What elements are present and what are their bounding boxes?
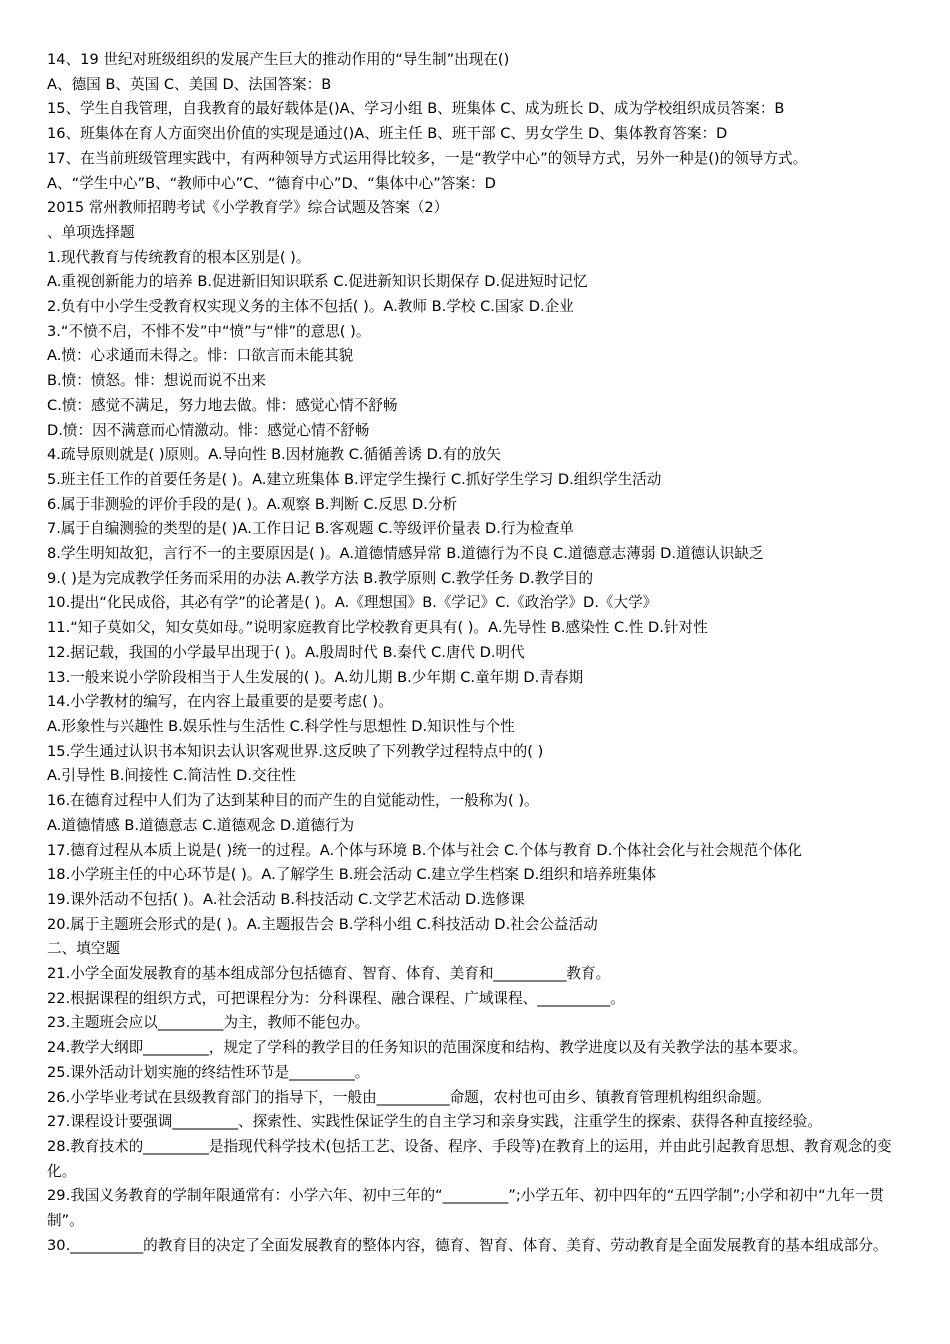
question-line: 9.( )是为完成教学任务而采用的办法 A.教学方法 B.教学原则 C.教学任务 D.教学目的	[47, 569, 594, 587]
section-heading: 二、填空题	[47, 940, 120, 958]
text-line: 16、班集体在育人方面突出价值的实现是通过()A、班主任 B、班干部 C、男女学生 D、集体教育答案：D	[47, 125, 728, 143]
question-line: 4.疏导原则就是( )原则。A.导向性 B.因材施教 C.循循善诱 D.有的放矢	[47, 446, 501, 464]
question-line: 17.德育过程从本质上说是( )统一的过程。A.个体与环境 B.个体与社会 C.个体与教育 D.个体社会化与社会规范个体化	[47, 841, 803, 859]
question-line: 8.学生明知故犯，言行不一的主要原因是( )。A.道德情感异常 B.道德行为不良 C.道德意志薄弱 D.道德认识缺乏	[47, 545, 764, 563]
option-line: C.愤：感觉不满足，努力地去做。悱：感觉心情不舒畅	[47, 396, 398, 414]
question-line: 15.学生通过认识书本知识去认识客观世界.这反映了下列教学过程特点中的( )	[47, 742, 544, 760]
option-line: A.愤：心求通而未得之。悱：口欲言而未能其貌	[47, 347, 354, 365]
question-line: 27.课程设计要强调_________、探索性、实践性保证学生的自主学习和亲身实践，注重学生的探索、获得各种直接经验。	[47, 1113, 822, 1131]
question-line: 28.教育技术的_________是指现代科学技术(包括工艺、设备、程序、手段等)在教育上的运用，并由此引起教育思想、教育观念的变化。	[47, 1137, 892, 1180]
text-line: 14、19 世纪对班级组织的发展产生巨大的推动作用的“导生制”出现在()	[47, 51, 510, 68]
question-line: 16.在德育过程中人们为了达到某种目的而产生的自觉能动性，一般称为( )。	[47, 792, 539, 810]
option-line: A.形象性与兴趣性 B.娱乐性与生活性 C.科学性与思想性 D.知识性与个性	[47, 717, 515, 735]
question-line: 11.“知子莫如父，知女莫如母。”说明家庭教育比学校教育更具有( )。A.先导性 B.感染性 C.性 D.针对性	[47, 619, 708, 637]
question-line: 10.提出“化民成俗，其必有学”的论著是( )。A.《理想国》B.《学记》C.《政治学》D.《大学》	[47, 594, 658, 612]
question-line: 22.根据课程的组织方式，可把课程分为：分科课程、融合课程、广域课程、__________。	[47, 989, 625, 1007]
question-line: 3.“不愤不启，不悱不发”中“愤”与“悱”的意思( )。	[47, 322, 371, 340]
text-line: 17、在当前班级管理实践中，有两种领导方式运用得比较多，一是“教学中心”的领导方式，另外一种是()的领导方式。	[47, 149, 808, 167]
document-page	[47, 48, 917, 1258]
question-line: 21.小学全面发展教育的基本组成部分包括德育、智育、体育、美育和__________教育。	[47, 965, 611, 983]
question-line: 14.小学教材的编写，在内容上最重要的是要考虑( )。	[47, 693, 393, 711]
option-line: A.重视创新能力的培养 B.促进新旧知识联系 C.促进新知识长期保存 D.促进短时记忆	[47, 273, 588, 291]
question-line: 20.属于主题班会形式的是( )。A.主题报告会 B.学科小组 C.科技活动 D.社会公益活动	[47, 915, 598, 933]
question-line: 26.小学毕业考试在县级教育部门的指导下，一般由__________命题，农村也可由乡、镇教育管理机构组织命题。	[47, 1088, 771, 1106]
question-line: 7.属于自编测验的类型的是( )A.工作日记 B.客观题 C.等级评价量表 D.行为检查单	[47, 520, 574, 538]
option-line: B.愤：愤怒。悱：想说而说不出来	[47, 372, 266, 390]
section-heading: 、单项选择题	[47, 223, 135, 241]
question-line: 30.__________的教育目的决定了全面发展教育的整体内容，德育、智育、体育、美育、劳动教育是全面发展教育的基本组成部分。	[47, 1236, 888, 1254]
question-line: 18.小学班主任的中心环节是( )。A.了解学生 B.班会活动 C.建立学生档案 D.组织和培养班集体	[47, 866, 657, 884]
option-line: D.愤：因不满意而心情激动。悱：感觉心情不舒畅	[47, 421, 370, 439]
question-line: 29.我国义务教育的学制年限通常有：小学六年、初中三年的“_________”;小学五年、初中四年的“五四学制”;小学和初中“九年一贯制”。	[47, 1187, 885, 1230]
text-line: A、德国 B、英国 C、美国 D、法国答案：B	[47, 75, 332, 93]
option-line: A.引导性 B.间接性 C.简洁性 D.交往性	[47, 767, 296, 785]
section-title: 2015 常州教师招聘考试《小学教育学》综合试题及答案（2）	[47, 199, 449, 217]
question-line: 6.属于非测验的评价手段的是( )。A.观察 B.判断 C.反思 D.分析	[47, 495, 458, 513]
question-line: 19.课外活动不包括( )。A.社会活动 B.科技活动 C.文学艺术活动 D.选修课	[47, 890, 525, 908]
question-line: 25.课外活动计划实施的终结性环节是_________。	[47, 1063, 370, 1081]
question-line: 12.据记载，我国的小学最早出现于( )。A.殷周时代 B.秦代 C.唐代 D.明代	[47, 643, 525, 661]
question-line: 13.一般来说小学阶段相当于人生发展的( )。A.幼儿期 B.少年期 C.童年期 D.青春期	[47, 668, 584, 686]
question-line: 1.现代教育与传统教育的根本区别是( )。	[47, 248, 311, 266]
text-line: 15、学生自我管理，自我教育的最好载体是()A、学习小组 B、班集体 C、成为班长 D、成为学校组织成员答案：B	[47, 100, 785, 118]
question-line: 23.主题班会应以_________为主，教师不能包办。	[47, 1014, 370, 1032]
text-line: A、“学生中心”B、“教师中心”C、“德育中心”D、“集体中心”答案：D	[47, 174, 496, 192]
question-line: 2.负有中小学生受教育权实现义务的主体不包括( )。A.教师 B.学校 C.国家 D.企业	[47, 298, 574, 316]
option-line: A.道德情感 B.道德意志 C.道德观念 D.道德行为	[47, 816, 355, 834]
question-line: 5.班主任工作的首要任务是( )。A.建立班集体 B.评定学生操行 C.抓好学生学习 D.组织学生活动	[47, 470, 662, 488]
question-line: 24.教学大纲即_________，规定了学科的教学目的任务知识的范围深度和结构、教学进度以及有关教学法的基本要求。	[47, 1039, 808, 1057]
